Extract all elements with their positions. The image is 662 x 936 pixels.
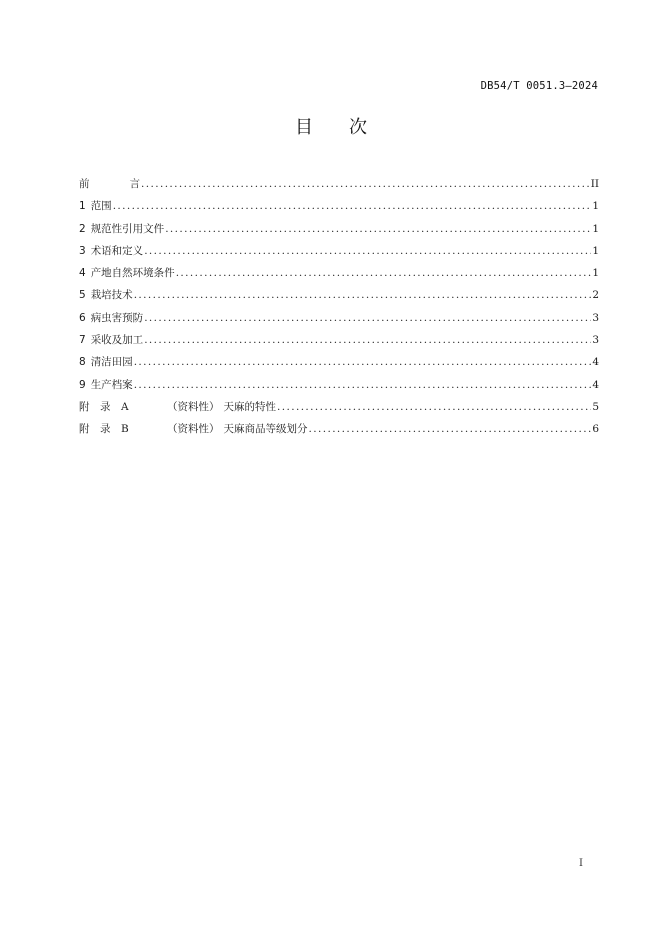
toc-leader-dots — [144, 307, 591, 329]
toc-page-number: 3 — [592, 334, 599, 347]
toc-label: 栽培技术 — [90, 289, 133, 302]
toc-appendix-type: （资料性） — [167, 400, 220, 413]
toc-page-number: 1 — [592, 222, 599, 235]
toc-page-number: 3 — [592, 311, 599, 324]
toc-label: 生产档案 — [90, 378, 133, 391]
table-of-contents — [79, 173, 599, 441]
toc-section-number: 8 — [79, 356, 86, 369]
toc-entry-2[interactable] — [79, 218, 599, 240]
toc-entry-6[interactable] — [79, 307, 599, 329]
toc-page-number: 4 — [592, 356, 599, 369]
toc-entry-8[interactable] — [79, 351, 599, 373]
toc-section-number: 6 — [79, 311, 86, 324]
toc-leader-dots — [134, 351, 592, 373]
toc-leader-dots — [277, 396, 591, 418]
toc-appendix-type: （资料性） — [167, 423, 220, 436]
toc-page-number: 1 — [592, 267, 599, 280]
toc-page-number: 4 — [592, 378, 599, 391]
toc-label: 规范性引用文件 — [90, 222, 165, 235]
toc-label: 术语和定义 — [90, 244, 144, 257]
toc-label: 病虫害预防 — [90, 311, 144, 324]
toc-label: 清洁田园 — [90, 356, 133, 369]
toc-section-number: 2 — [79, 222, 86, 235]
toc-label: 范围 — [90, 200, 112, 213]
toc-entry-5[interactable] — [79, 284, 599, 306]
toc-entry-appendix-b[interactable] — [79, 418, 599, 440]
title-char-2: 次 — [349, 117, 367, 138]
toc-leader-dots — [176, 262, 592, 284]
toc-label: 采收及加工 — [90, 334, 144, 347]
toc-page-number: 2 — [592, 289, 599, 302]
page-title — [0, 113, 662, 139]
toc-section-number: 4 — [79, 267, 86, 280]
toc-leader-dots — [113, 195, 592, 217]
toc-section-number: 5 — [79, 289, 86, 302]
toc-label: 天麻的特性 — [223, 400, 276, 413]
toc-section-number: 9 — [79, 378, 86, 391]
toc-leader-dots — [134, 374, 592, 396]
toc-label: 产地自然环境条件 — [90, 267, 175, 280]
toc-leader-dots — [144, 240, 591, 262]
toc-entry-4[interactable] — [79, 262, 599, 284]
toc-page-number: 5 — [592, 400, 599, 413]
toc-page-number: 6 — [592, 423, 599, 436]
document-code: DB54/T 0051.3—2024 — [480, 80, 598, 92]
toc-leader-dots — [134, 284, 592, 306]
toc-label-foreword: 前 言 — [79, 178, 140, 190]
toc-section-number: 1 — [79, 200, 86, 213]
toc-entry-1[interactable] — [79, 195, 599, 217]
toc-entry-7[interactable] — [79, 329, 599, 351]
toc-section-number: 7 — [79, 334, 86, 347]
toc-page-number: 1 — [592, 200, 599, 213]
toc-label: 天麻商品等级划分 — [223, 423, 308, 436]
toc-leader-dots — [141, 173, 590, 195]
title-char-1: 目 — [295, 117, 313, 138]
toc-leader-dots — [144, 329, 591, 351]
toc-leader-dots — [309, 418, 592, 440]
toc-entry-appendix-a[interactable] — [79, 396, 599, 418]
toc-appendix-prefix: 附 录 A — [79, 400, 129, 413]
toc-entry-3[interactable] — [79, 240, 599, 262]
toc-page-number: 1 — [592, 244, 599, 257]
toc-leader-dots — [165, 218, 591, 240]
toc-page-number: II — [590, 178, 599, 190]
page-number-footer: I — [579, 858, 583, 869]
toc-entry-foreword[interactable] — [79, 173, 599, 195]
toc-section-number: 3 — [79, 244, 86, 257]
toc-appendix-prefix: 附 录 B — [79, 423, 129, 436]
toc-entry-9[interactable] — [79, 374, 599, 396]
